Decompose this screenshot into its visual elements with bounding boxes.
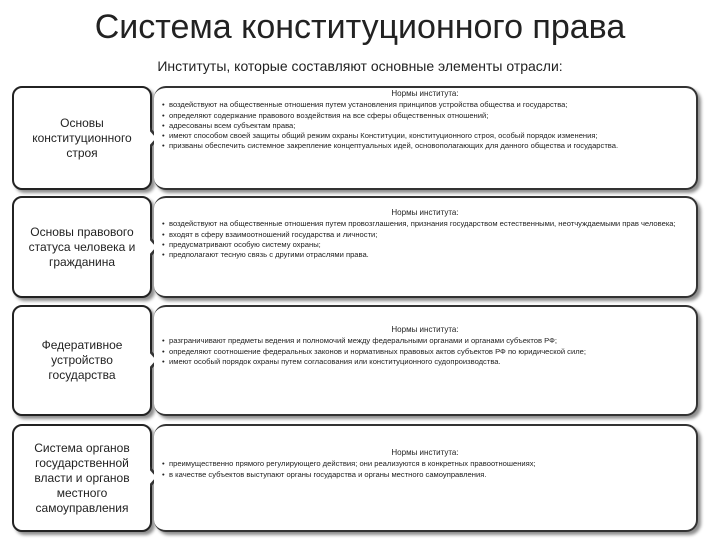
institute-box-constitutional-order [12,86,152,190]
norm-item: • определяют содержание правового воздействия на все сферы общественных отношений; [162,111,688,121]
norms-heading: Нормы института: [391,448,459,457]
institute-label: Федеративное устройство государства [41,338,123,382]
norm-item: • преимущественно прямого регулирующего действия; они реализуются в конкретных правоотношениях; [162,459,688,469]
norm-item: • в качестве субъектов выступают органы государства и органы местного самоуправления. [162,470,688,480]
norms-box-constitutional-order [154,86,698,190]
norm-item: • призваны обеспечить системное закрепление концептуальных идей, основополагающих для данного общества и государства. [162,141,688,151]
page-subtitle: Институты, которые составляют основные элементы отрасли: [157,58,563,74]
institute-box-legal-status [12,196,152,298]
institute-label: Основы правового статуса человека и гражданина [28,224,136,269]
page-title: Система конституционного права [94,8,626,46]
norms-heading: Нормы института: [391,89,459,98]
institute-box-state-bodies [12,424,152,532]
norm-item: • имеют особый порядок охраны путем согласования или конституционного судопроизводства. [162,357,688,367]
norm-item: • адресованы всем субъектам права; [162,121,688,131]
norms-box-state-bodies [154,424,698,532]
institute-box-federal-structure [12,305,152,416]
institute-label: Система органов государственной власти и органов местного самоуправления [34,440,130,515]
norms-box-legal-status [154,196,698,298]
norms-box-federal-structure [154,305,698,416]
norm-item: • имеют способом своей защиты общий режим охраны Конституции, конституционного строя, особый порядок изменения; [162,131,688,141]
institute-label: Основы конституционного строя [32,115,132,160]
norm-item: • входят в сферу взаимоотношений государства и личности; [162,230,688,240]
norm-item: • разграничивают предметы ведения и полномочий между федеральными органами и органами субъектов РФ; [162,336,688,346]
norm-item: • предполагают тесную связь с другими отраслями права. [162,250,688,260]
norm-item: • предусматривают особую систему охраны; [162,240,688,250]
norm-item: • определяют соотношение федеральных законов и нормативных правовых актов субъектов РФ по юридической силе; [162,347,688,357]
norms-heading: Нормы института: [391,208,459,217]
norm-item: • воздействуют на общественные отношения путем провозглашения, признания государством естественными, неотчуждаемыми прав человека; [162,219,688,229]
norm-item: • воздействуют на общественные отношения путем установления принципов устройства общества и государства; [162,100,688,110]
norms-heading: Нормы института: [391,325,459,334]
